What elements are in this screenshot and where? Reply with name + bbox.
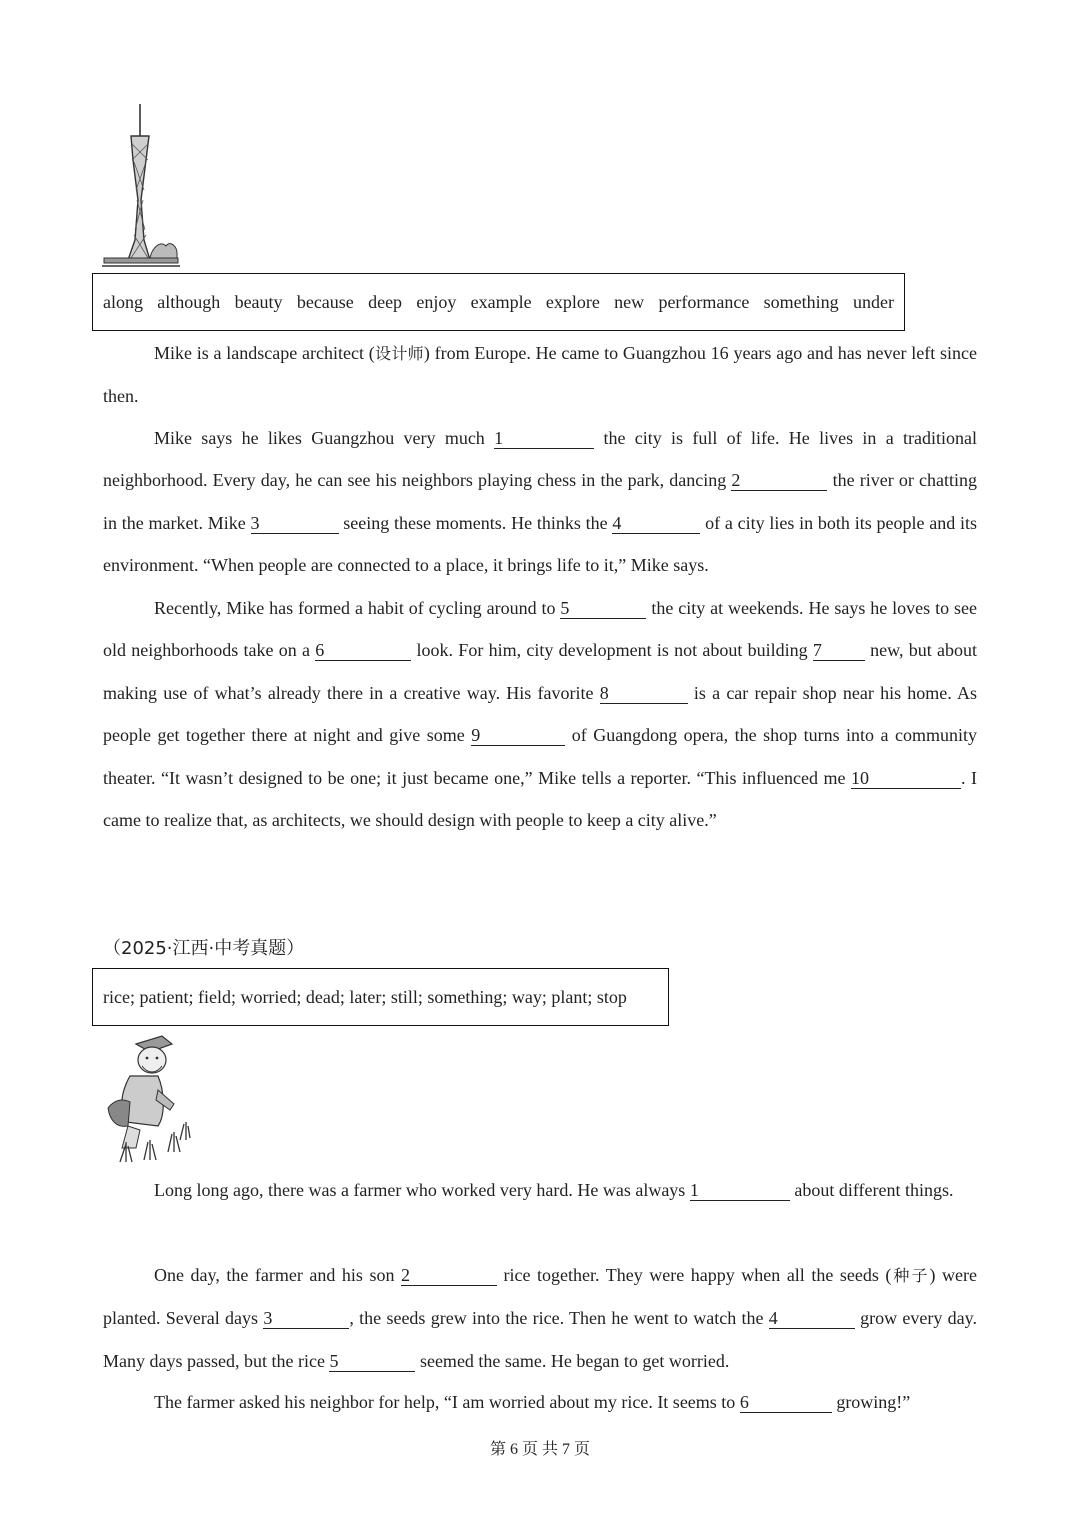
word-bank-item: explore [545,291,600,312]
blank-9[interactable]: 9 [471,725,565,746]
word-bank-item: under [852,291,894,312]
blank-6[interactable]: 6 [740,1392,832,1413]
blank-2[interactable]: 2 [401,1265,497,1286]
blank-3[interactable]: 3 [251,513,339,534]
blank-6[interactable]: 6 [315,640,411,661]
question-source: （2025·江西·中考真题） [103,938,305,959]
blank-1[interactable]: 1 [690,1180,790,1201]
blank-4[interactable]: 4 [612,513,700,534]
word-bank-text: rice; patient; field; worried; dead; later; still; something; way; plant; stop [103,986,627,1007]
word-bank-item: because [296,291,354,312]
word-bank-item: beauty [234,291,283,312]
passage-paragraph: The farmer asked his neighbor for help, “I am worried about my rice. It seems to 6 growing!” [154,1392,911,1412]
blank-7[interactable]: 7 [813,640,865,661]
word-bank-item: although [157,291,221,312]
canton-tower-illustration [100,100,182,268]
word-bank-item: along [103,291,143,312]
blank-4[interactable]: 4 [769,1308,855,1329]
word-bank-item: deep [368,291,403,312]
blank-10[interactable]: 10 [851,768,961,789]
passage-paragraph: Long long ago, there was a farmer who worked very hard. He was always 1 about different things. [154,1180,954,1200]
blank-8[interactable]: 8 [600,683,688,704]
blank-5[interactable]: 5 [560,598,646,619]
word-bank-item: performance [658,291,750,312]
passage-paragraph: Mike is a landscape architect (设计师) from Europe. He came to Guangzhou 16 years ago and has never left since then. [103,343,977,407]
page-number-footer: 第 6 页 共 7 页 [489,1441,590,1458]
word-bank-box [92,968,669,1026]
passage-paragraph: Recently, Mike has formed a habit of cycling around to 5 the city at weekends. He says he loves to see old neighborhoods take on a 6 look. For him, city development is not about building 7 new, but about making use of what’s already there in a creative way. His favorite 8 is a car repair shop near his home. As people get together there at night and give some 9 of Guangdong opera, the shop turns into a community theater. “It wasn’t designed to be one; it just became one,” Mike tells a reporter. “This influenced me 10 . I came to realize that, as architects, we should design with people to keep a city alive.” [103,598,978,831]
word-bank-item: example [470,291,532,312]
blank-2[interactable]: 2 [731,470,827,491]
passage-paragraph: Mike says he likes Guangzhou very much 1 the city is full of life. He lives in a traditional neighborhood. Every day, he can see his neighbors playing chess in the park, dancing 2 the river or chatting in the market. Mike 3 seeing these moments. He thinks the 4 of a city lies in both its people and its environment. “When people are connected to a place, it brings life to it,” Mike says. [103,428,977,576]
word-bank-item: enjoy [416,291,457,312]
word-bank-box [92,273,905,331]
blank-5[interactable]: 5 [329,1351,415,1372]
blank-1[interactable]: 1 [494,428,594,449]
word-bank-item: new [614,291,645,312]
farmer-illustration [100,1030,196,1165]
passage-paragraph: One day, the farmer and his son 2 rice together. They were happy when all the seeds (种子) were planted. Several days 3 , the seeds grew into the rice. Then he went to watch the 4 grow every day. Many days passed, but the rice 5 seemed the same. He began to get worried. [103,1265,978,1371]
word-bank-item: something [763,291,839,312]
blank-3[interactable]: 3 [263,1308,349,1329]
